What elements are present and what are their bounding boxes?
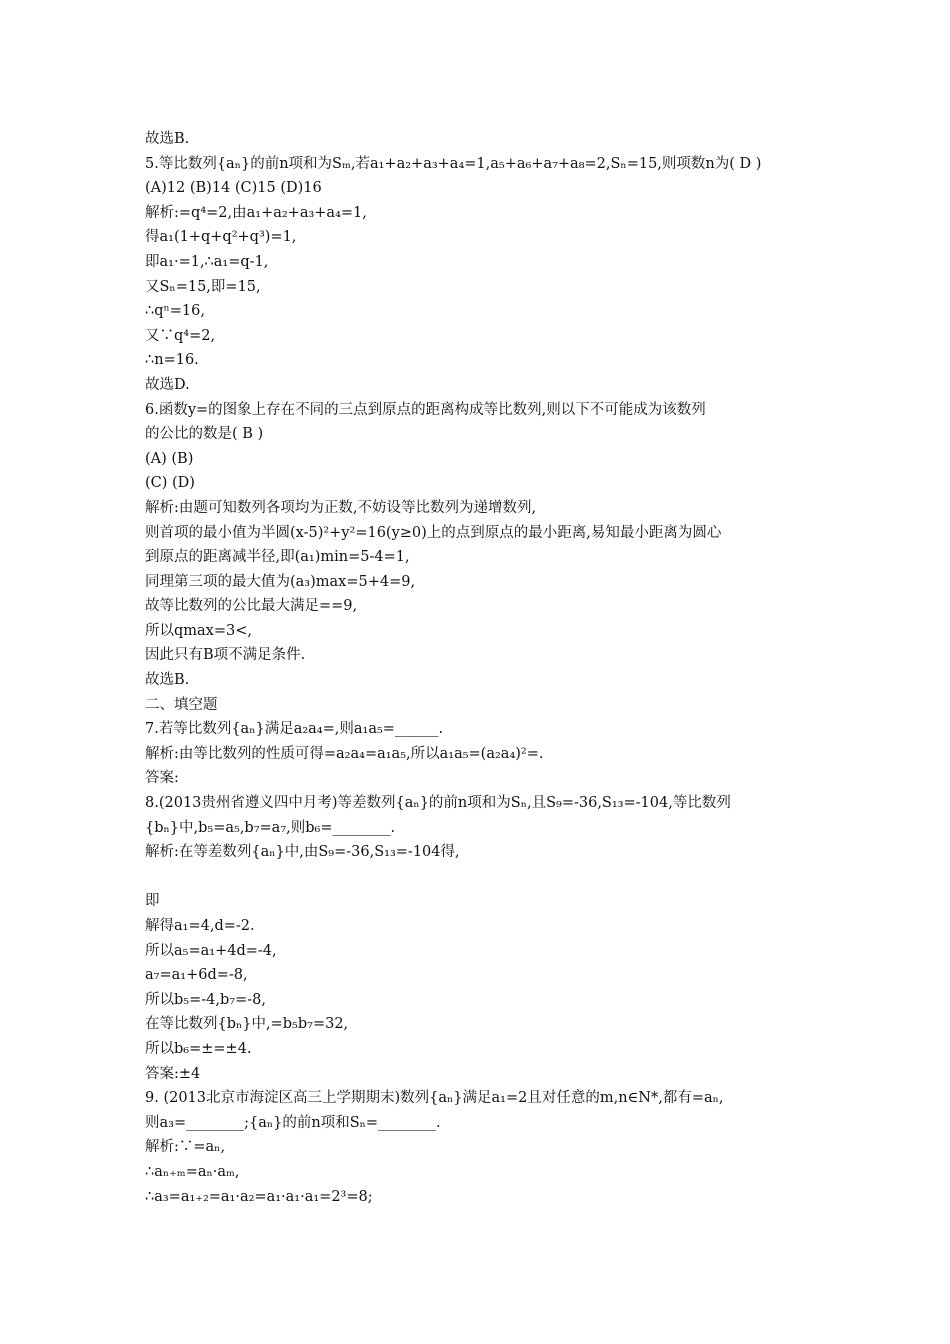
text-line: 解析:=q⁴=2,由a₁+a₂+a₃+a₄=1, <box>145 204 367 221</box>
question-5-options: (A)12 (B)14 (C)15 (D)16 <box>145 180 322 197</box>
answer-line: 答案: <box>145 770 179 787</box>
question-6-options: (C) (D) <box>145 475 195 492</box>
text-line: 所以b₆=±=±4. <box>145 1040 252 1057</box>
question-8-continued: {bₙ}中,b₅=a₅,b₇=a₇,则b₆=________. <box>145 819 396 836</box>
text-line: 故等比数列的公比最大满足==9, <box>145 598 358 615</box>
question-8: 8.(2013贵州省遵义四中月考)等差数列{aₙ}的前n项和为Sₙ,且S₉=-36,S₁₃=-104,等比数列 <box>145 795 731 812</box>
text-line: ∴n=16. <box>145 352 199 369</box>
question-7: 7.若等比数列{aₙ}满足a₂a₄=,则a₁a₅=______. <box>145 721 444 738</box>
text-line: ∴qⁿ=16, <box>145 303 205 320</box>
text-line: 得a₁(1+q+q²+q³)=1, <box>145 229 297 246</box>
text-line: 所以a₅=a₁+4d=-4, <box>145 942 277 959</box>
text-line: 到原点的距离减半径,即(a₁)min=5-4=1, <box>145 549 410 566</box>
text-line: 即 <box>145 893 160 910</box>
text-line: 故选D. <box>145 376 190 393</box>
text-line: 解析:在等差数列{aₙ}中,由S₉=-36,S₁₃=-104得, <box>145 844 460 861</box>
answer-line: 答案:±4 <box>145 1065 201 1082</box>
text-line: 即a₁·=1,∴a₁=q-1, <box>145 253 269 270</box>
text-line: ∴aₙ₊ₘ=aₙ·aₘ, <box>145 1163 240 1180</box>
document-body <box>145 127 825 1209</box>
question-6-options: (A) (B) <box>145 450 194 467</box>
text-line: 解析:∵=aₙ, <box>145 1139 226 1156</box>
text-line: 所以qmax=3<, <box>145 622 252 639</box>
text-line: 故选B. <box>145 131 190 147</box>
section-heading: 二、填空题 <box>145 696 218 713</box>
text-line: 又∵q⁴=2, <box>145 327 216 344</box>
text-line: 解析:由题可知数列各项均为正数,不妨设等比数列为递增数列, <box>145 499 537 516</box>
text-line: 同理第三项的最大值为(a₃)max=5+4=9, <box>145 573 416 590</box>
question-9: 9. (2013北京市海淀区高三上学期期末)数列{aₙ}满足a₁=2且对任意的m,n∈N*,都有=aₙ, <box>145 1090 724 1107</box>
question-6-continued: 的公比的数是( B ) <box>145 426 264 443</box>
text-line: 因此只有B项不满足条件. <box>145 647 306 664</box>
question-5: 5.等比数列{aₙ}的前n项和为Sₘ,若a₁+a₂+a₃+a₄=1,a₅+a₆+a₇+a₈=2,Sₙ=15,则项数n为( D ) <box>145 155 762 172</box>
text-line: 在等比数列{bₙ}中,=b₅b₇=32, <box>145 1016 349 1033</box>
text-line: 解析:由等比数列的性质可得=a₂a₄=a₁a₅,所以a₁a₅=(a₂a₄)²=. <box>145 745 544 762</box>
text-line: 解得a₁=4,d=-2. <box>145 918 255 934</box>
text-line: 又Sₙ=15,即=15, <box>145 278 261 295</box>
text-line: a₇=a₁+6d=-8, <box>145 967 248 984</box>
text-line: ∴a₃=a₁₊₂=a₁·a₂=a₁·a₁·a₁=2³=8; <box>145 1188 373 1205</box>
question-9-continued: 则a₃=________;{aₙ}的前n项和Sₙ=________. <box>145 1114 441 1131</box>
blank-line <box>145 865 825 890</box>
text-line: 所以b₅=-4,b₇=-8, <box>145 991 266 1008</box>
text-line: 故选B. <box>145 672 190 689</box>
question-6: 6.函数y=的图象上存在不同的三点到原点的距离构成等比数列,则以下不可能成为该数列 <box>145 401 706 418</box>
text-line: 则首项的最小值为半圆(x-5)²+y²=16(y≥0)上的点到原点的最小距离,易知最小距离为圆心 <box>145 524 722 541</box>
